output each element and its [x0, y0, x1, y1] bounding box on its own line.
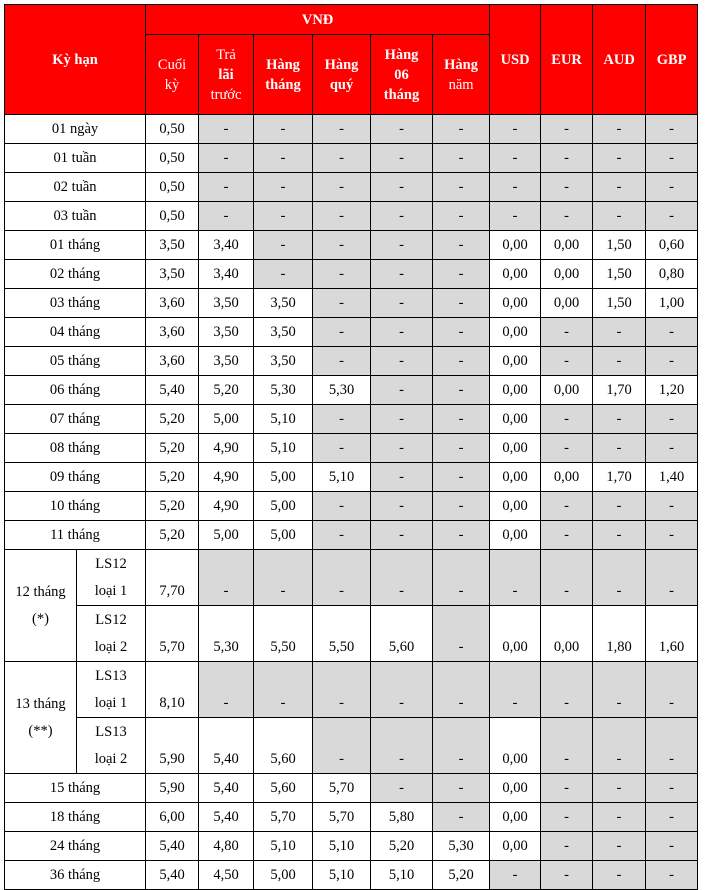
sub-term-cell: LS13 loại 1 [77, 662, 146, 718]
term-cell: 36 tháng [5, 861, 146, 890]
rate-cell: 0,00 [490, 260, 541, 289]
table-row [5, 492, 698, 521]
rate-cell: - [313, 173, 371, 202]
rate-cell: - [593, 492, 646, 521]
rate-cell: 5,50 [254, 606, 313, 662]
rate-cell: 0,00 [490, 405, 541, 434]
rate-cell: 5,20 [146, 463, 199, 492]
rate-cell: - [433, 434, 490, 463]
term-cell: 01 tuần [5, 144, 146, 173]
rate-cell: 5,10 [254, 832, 313, 861]
rate-cell: - [541, 662, 593, 718]
rate-cell: 1,70 [593, 376, 646, 405]
rate-cell: 5,30 [254, 376, 313, 405]
rate-cell: - [646, 718, 698, 774]
rate-cell: - [254, 231, 313, 260]
header-term: Kỳ hạn [5, 5, 146, 115]
table-row-grouped [5, 718, 698, 774]
rate-cell: 5,00 [254, 463, 313, 492]
rate-cell: - [199, 550, 254, 606]
rate-cell: - [646, 318, 698, 347]
rate-cell: 5,40 [199, 718, 254, 774]
table-row [5, 144, 698, 173]
rate-cell: 1,20 [646, 376, 698, 405]
rate-cell: - [433, 376, 490, 405]
rate-cell: 6,00 [146, 803, 199, 832]
rate-cell: - [646, 347, 698, 376]
rate-cell: 0,00 [490, 289, 541, 318]
rate-cell: 5,20 [199, 376, 254, 405]
rate-cell: - [593, 173, 646, 202]
rate-cell: - [593, 861, 646, 890]
rate-cell: - [541, 115, 593, 144]
term-cell: 02 tuần [5, 173, 146, 202]
rate-cell: - [541, 434, 593, 463]
rate-cell: - [593, 662, 646, 718]
rate-cell: - [254, 662, 313, 718]
rate-cell: 3,50 [254, 318, 313, 347]
rate-cell: 0,00 [541, 606, 593, 662]
rate-cell: - [490, 115, 541, 144]
rate-cell: 5,40 [146, 832, 199, 861]
term-cell: 06 tháng [5, 376, 146, 405]
rate-cell: 5,60 [254, 774, 313, 803]
rate-cell: - [313, 115, 371, 144]
term-cell: 11 tháng [5, 521, 146, 550]
rate-cell: 5,70 [313, 774, 371, 803]
rate-cell: - [199, 144, 254, 173]
rate-cell: 5,10 [254, 434, 313, 463]
rate-cell: - [371, 405, 433, 434]
term-cell: 09 tháng [5, 463, 146, 492]
rate-cell: 4,90 [199, 434, 254, 463]
rate-cell: - [371, 463, 433, 492]
rate-cell: - [541, 202, 593, 231]
rate-cell: - [433, 260, 490, 289]
term-cell: 08 tháng [5, 434, 146, 463]
rate-cell: - [593, 774, 646, 803]
table-row [5, 173, 698, 202]
rate-cell: - [541, 861, 593, 890]
rate-cell: - [313, 318, 371, 347]
rate-cell: 5,30 [199, 606, 254, 662]
header-tra-lai-truoc: Trả lãi trước [199, 35, 254, 115]
rate-cell: - [646, 434, 698, 463]
table-row-grouped [5, 606, 698, 662]
rate-cell: 0,50 [146, 144, 199, 173]
rate-cell: 0,00 [490, 606, 541, 662]
rate-cell: - [433, 463, 490, 492]
rate-cell: 3,50 [254, 347, 313, 376]
rate-cell: - [433, 173, 490, 202]
rate-cell: - [490, 861, 541, 890]
rate-cell: - [254, 202, 313, 231]
rate-cell: - [541, 550, 593, 606]
rate-cell: 5,50 [313, 606, 371, 662]
rate-cell: - [593, 144, 646, 173]
rate-cell: - [371, 376, 433, 405]
rate-cell: - [254, 550, 313, 606]
rate-cell: - [490, 144, 541, 173]
rate-cell: - [490, 173, 541, 202]
rate-cell: - [490, 662, 541, 718]
rate-cell: 0,00 [541, 463, 593, 492]
rate-cell: - [254, 260, 313, 289]
rate-cell: - [433, 774, 490, 803]
table-row [5, 434, 698, 463]
rate-cell: - [541, 318, 593, 347]
term-cell: 10 tháng [5, 492, 146, 521]
rate-cell: 3,40 [199, 231, 254, 260]
rate-cell: - [646, 521, 698, 550]
table-row [5, 347, 698, 376]
rate-cell: 5,90 [146, 718, 199, 774]
sub-term-cell: LS12 loại 2 [77, 606, 146, 662]
rate-cell: - [313, 405, 371, 434]
table-row [5, 202, 698, 231]
rate-cell: - [371, 231, 433, 260]
rate-cell: 7,70 [146, 550, 199, 606]
rate-cell: 5,20 [146, 405, 199, 434]
rate-cell: - [371, 347, 433, 376]
header-aud: AUD [593, 5, 646, 115]
term-cell: 03 tuần [5, 202, 146, 231]
term-cell: 15 tháng [5, 774, 146, 803]
table-row [5, 289, 698, 318]
rate-cell: 5,60 [371, 606, 433, 662]
rate-cell: 1,80 [593, 606, 646, 662]
term-cell: 02 tháng [5, 260, 146, 289]
rate-cell: - [646, 202, 698, 231]
sub-term-cell: LS13 loại 2 [77, 718, 146, 774]
rate-cell: - [646, 492, 698, 521]
rate-cell: - [646, 550, 698, 606]
header-vnd-group: VNĐ [146, 5, 490, 35]
rate-cell: - [433, 347, 490, 376]
rate-cell: 5,40 [146, 376, 199, 405]
rate-cell: 0,00 [490, 718, 541, 774]
rate-cell: 5,00 [254, 861, 313, 890]
rate-cell: - [593, 405, 646, 434]
rate-cell: 5,20 [146, 521, 199, 550]
rate-cell: 3,50 [146, 260, 199, 289]
rate-cell: 0,50 [146, 115, 199, 144]
term-cell: 03 tháng [5, 289, 146, 318]
rate-cell: - [646, 405, 698, 434]
rate-cell: 5,80 [371, 803, 433, 832]
rate-cell: - [541, 718, 593, 774]
rate-cell: - [313, 550, 371, 606]
rate-cell: - [593, 803, 646, 832]
rate-cell: - [199, 202, 254, 231]
rate-cell: - [371, 492, 433, 521]
term-cell: 07 tháng [5, 405, 146, 434]
rate-cell: - [254, 173, 313, 202]
rate-cell: - [541, 803, 593, 832]
rate-cell: - [433, 606, 490, 662]
rate-cell: - [541, 832, 593, 861]
rate-cell: - [541, 521, 593, 550]
rate-cell: - [593, 202, 646, 231]
header-hang-nam: Hàng năm [433, 35, 490, 115]
rate-cell: - [646, 803, 698, 832]
rate-cell: 5,10 [313, 861, 371, 890]
rate-cell: 0,00 [490, 803, 541, 832]
rate-cell: - [433, 521, 490, 550]
rate-cell: 4,90 [199, 463, 254, 492]
rate-cell: - [199, 115, 254, 144]
rate-cell: 0,00 [541, 231, 593, 260]
group-term-cell: 13 tháng (**) [5, 662, 77, 774]
rate-cell: - [433, 318, 490, 347]
rate-cell: 3,60 [146, 347, 199, 376]
rate-cell: - [313, 718, 371, 774]
table-row [5, 463, 698, 492]
rate-cell: - [313, 289, 371, 318]
rate-cell: 0,00 [490, 463, 541, 492]
table-row [5, 260, 698, 289]
rate-cell: 3,50 [199, 289, 254, 318]
rate-cell: 1,70 [593, 463, 646, 492]
rate-cell: - [646, 662, 698, 718]
table-row [5, 774, 698, 803]
rate-cell: 0,00 [490, 434, 541, 463]
rate-cell: - [371, 550, 433, 606]
rate-cell: 0,00 [490, 492, 541, 521]
rate-cell: - [646, 115, 698, 144]
table-row [5, 376, 698, 405]
rate-cell: 5,10 [313, 463, 371, 492]
table-row-grouped [5, 662, 698, 718]
rate-cell: - [371, 774, 433, 803]
term-cell: 24 tháng [5, 832, 146, 861]
rate-cell: - [199, 173, 254, 202]
rate-cell: 0,60 [646, 231, 698, 260]
rate-cell: - [313, 347, 371, 376]
rate-cell: 3,40 [199, 260, 254, 289]
rate-cell: 5,00 [254, 492, 313, 521]
rate-cell: 0,00 [490, 521, 541, 550]
rate-cell: - [371, 289, 433, 318]
rate-cell: - [433, 492, 490, 521]
rate-cell: 5,20 [146, 492, 199, 521]
rate-cell: 5,90 [146, 774, 199, 803]
table-row [5, 803, 698, 832]
rate-cell: - [313, 144, 371, 173]
rate-cell: - [371, 318, 433, 347]
rate-cell: - [541, 405, 593, 434]
rate-cell: 1,60 [646, 606, 698, 662]
rate-cell: - [593, 347, 646, 376]
rate-cell: 4,80 [199, 832, 254, 861]
rate-cell: 3,50 [146, 231, 199, 260]
rate-cell: 1,50 [593, 231, 646, 260]
rate-cell: - [593, 434, 646, 463]
rate-cell: - [313, 260, 371, 289]
rate-cell: 0,00 [490, 376, 541, 405]
header-hang-quy: Hàng quý [313, 35, 371, 115]
table-row [5, 318, 698, 347]
rate-cell: - [199, 662, 254, 718]
rate-cell: 0,00 [490, 231, 541, 260]
term-cell: 01 ngày [5, 115, 146, 144]
rate-cell: 3,50 [254, 289, 313, 318]
rate-cell: - [593, 832, 646, 861]
rate-cell: - [313, 231, 371, 260]
rate-cell: - [433, 231, 490, 260]
rate-cell: 3,50 [199, 347, 254, 376]
rate-cell: - [593, 718, 646, 774]
rate-cell: - [313, 492, 371, 521]
rate-cell: 5,00 [199, 521, 254, 550]
rate-cell: 3,50 [199, 318, 254, 347]
rate-cell: 0,00 [490, 832, 541, 861]
rate-cell: - [593, 115, 646, 144]
rate-cell: - [646, 832, 698, 861]
rate-cell: - [371, 521, 433, 550]
rate-cell: - [433, 662, 490, 718]
header-cuoi-ky: Cuối kỳ [146, 35, 199, 115]
rate-cell: - [646, 861, 698, 890]
rate-cell: 5,20 [371, 832, 433, 861]
table-row [5, 832, 698, 861]
rate-cell: 0,50 [146, 173, 199, 202]
table-row [5, 521, 698, 550]
rate-cell: - [313, 202, 371, 231]
rate-cell: 0,00 [490, 774, 541, 803]
table-row [5, 115, 698, 144]
header-usd: USD [490, 5, 541, 115]
rate-cell: - [371, 718, 433, 774]
rate-cell: 1,50 [593, 260, 646, 289]
rate-cell: - [433, 144, 490, 173]
rate-cell: 4,50 [199, 861, 254, 890]
header-hang-06-thang: Hàng 06 tháng [371, 35, 433, 115]
rate-cell: - [433, 289, 490, 318]
rate-cell: - [490, 202, 541, 231]
rate-cell: - [541, 774, 593, 803]
rate-cell: 0,80 [646, 260, 698, 289]
rate-cell: - [433, 550, 490, 606]
rate-cell: - [254, 115, 313, 144]
header-hang-thang: Hàng tháng [254, 35, 313, 115]
rate-cell: 3,60 [146, 318, 199, 347]
rate-cell: 0,00 [490, 318, 541, 347]
rate-cell: - [646, 144, 698, 173]
rate-cell: - [433, 202, 490, 231]
rate-cell: 5,30 [313, 376, 371, 405]
interest-rate-table [4, 4, 698, 890]
rate-cell: - [646, 774, 698, 803]
rate-cell: - [541, 173, 593, 202]
rate-cell: 8,10 [146, 662, 199, 718]
rate-cell: 0,50 [146, 202, 199, 231]
rate-cell: - [433, 405, 490, 434]
rate-cell: 0,00 [541, 376, 593, 405]
rate-cell: 5,60 [254, 718, 313, 774]
rate-cell: 5,40 [146, 861, 199, 890]
rate-cell: 5,70 [146, 606, 199, 662]
rate-cell: 3,60 [146, 289, 199, 318]
table-row [5, 231, 698, 260]
rate-cell: 5,70 [313, 803, 371, 832]
rate-cell: 4,90 [199, 492, 254, 521]
rate-cell: - [433, 718, 490, 774]
rate-cell: - [541, 492, 593, 521]
term-cell: 05 tháng [5, 347, 146, 376]
term-cell: 04 tháng [5, 318, 146, 347]
rate-cell: - [593, 318, 646, 347]
rate-cell: 1,50 [593, 289, 646, 318]
rate-cell: - [541, 347, 593, 376]
rate-cell: 5,70 [254, 803, 313, 832]
rate-cell: - [313, 434, 371, 463]
rate-cell: - [313, 521, 371, 550]
rate-cell: - [371, 260, 433, 289]
rate-cell: - [541, 144, 593, 173]
term-cell: 18 tháng [5, 803, 146, 832]
rate-cell: 5,10 [254, 405, 313, 434]
table-row-grouped [5, 550, 698, 606]
rate-cell: - [490, 550, 541, 606]
rate-cell: - [371, 202, 433, 231]
rate-cell: 1,00 [646, 289, 698, 318]
table-row [5, 861, 698, 890]
header-eur: EUR [541, 5, 593, 115]
rate-cell: 0,00 [490, 347, 541, 376]
header-gbp: GBP [646, 5, 698, 115]
term-cell: 01 tháng [5, 231, 146, 260]
rate-cell: - [593, 521, 646, 550]
rate-cell: 5,10 [313, 832, 371, 861]
rate-cell: - [371, 144, 433, 173]
sub-term-cell: LS12 loại 1 [77, 550, 146, 606]
rate-cell: 0,00 [541, 260, 593, 289]
rate-cell: 5,40 [199, 774, 254, 803]
rate-cell: - [371, 173, 433, 202]
rate-cell: 5,00 [254, 521, 313, 550]
rate-cell: 1,40 [646, 463, 698, 492]
rate-cell: - [433, 803, 490, 832]
rate-cell: - [254, 144, 313, 173]
rate-cell: 5,20 [433, 861, 490, 890]
rate-cell: - [371, 115, 433, 144]
rate-cell: 5,20 [146, 434, 199, 463]
rate-cell: 5,40 [199, 803, 254, 832]
rate-cell: - [313, 662, 371, 718]
rate-cell: 5,30 [433, 832, 490, 861]
rate-cell: 5,10 [371, 861, 433, 890]
group-term-cell: 12 tháng (*) [5, 550, 77, 662]
rate-cell: - [371, 434, 433, 463]
rate-cell: - [593, 550, 646, 606]
table-row [5, 405, 698, 434]
rate-cell: 0,00 [541, 289, 593, 318]
rate-cell: - [646, 173, 698, 202]
rate-cell: 5,00 [199, 405, 254, 434]
rate-cell: - [433, 115, 490, 144]
rate-cell: - [371, 662, 433, 718]
